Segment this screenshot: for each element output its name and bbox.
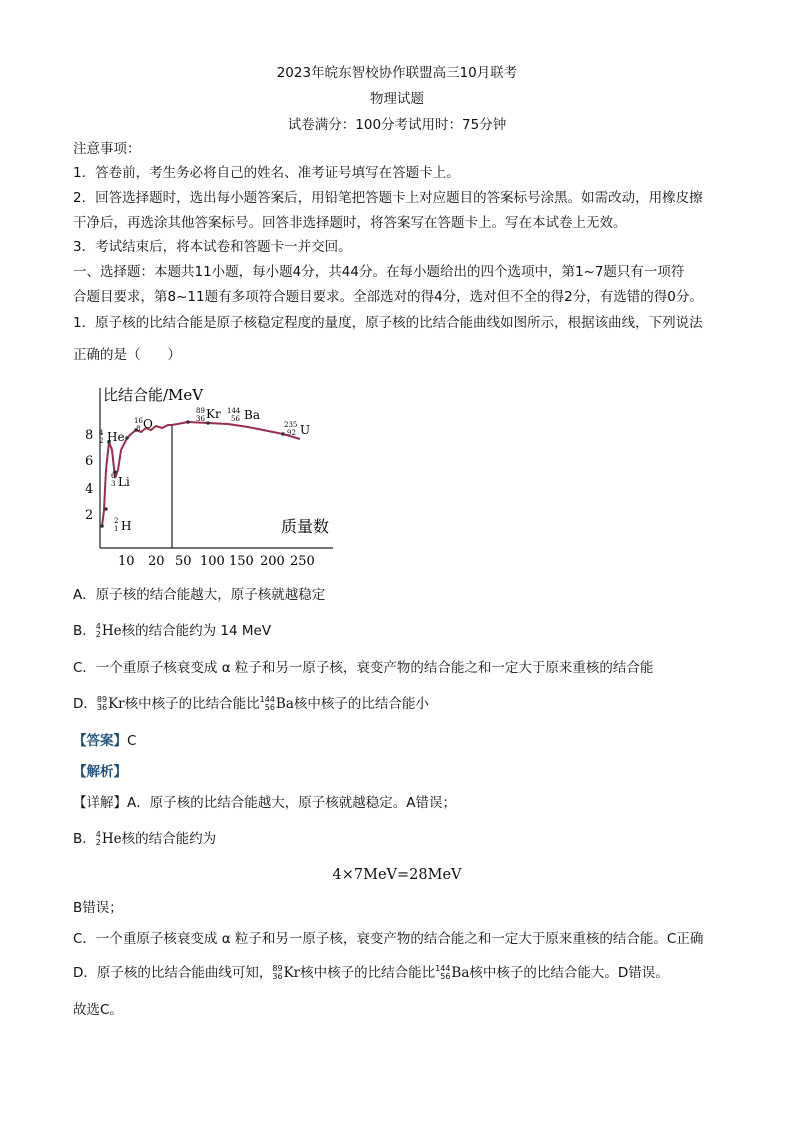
y-tick-8: 8	[85, 428, 94, 443]
binding-energy-curve	[102, 422, 300, 526]
notice-item-2b: 干净后，再选涂其他答案标号。回答非选择题时，将答案写在答题卡上。写在本试卷上无效。	[73, 215, 627, 231]
section1-line2: 合题目要求，第8~11题有多项符合题目要求。全部选对的得4分，选对但不全的得2分，有选错的得0分。	[73, 289, 703, 305]
y-axis-label: 比结合能/MeV	[103, 386, 204, 404]
ba-nuclide-notation: 144 56	[259, 695, 275, 712]
he-nuclide-notation-2: 4 2	[95, 830, 101, 847]
x-tick-10: 10	[118, 554, 135, 569]
label-he-z: 2	[99, 437, 104, 445]
label-li-sym: Li	[118, 475, 130, 489]
label-o-mass: 16	[134, 417, 143, 425]
label-li-z: 3	[111, 480, 116, 488]
label-kr-mass: 89	[196, 407, 205, 415]
answer-line: 【答案】C	[73, 733, 137, 749]
marker-kr	[186, 420, 190, 424]
kr-nuclide-notation-2: 89 36	[272, 964, 283, 981]
question1-stem-line1: 1．原子核的比结合能是原子核稳定程度的量度，原子核的比结合能曲线如图所示，根据该曲线，下列说法	[73, 315, 703, 331]
b-wrong: B错误；	[73, 900, 123, 916]
label-u-sym: U	[300, 423, 311, 437]
label-kr-z: 36	[196, 415, 205, 423]
subject-title: 物理试题	[370, 91, 424, 107]
marker-u	[281, 432, 285, 436]
question1-stem-line2: 正确的是（ ）	[73, 347, 181, 363]
label-o-sym: O	[143, 417, 153, 431]
x-tick-150: 150	[229, 554, 254, 569]
y-tick-2: 2	[85, 508, 94, 523]
x-tick-20: 20	[148, 554, 165, 569]
label-h-mass: 2	[114, 517, 119, 525]
marker-h3	[104, 507, 108, 511]
option-c: C．一个重原子核衰变成 α 粒子和另一原子核，衰变产物的结合能之和一定大于原来重核的结合能	[73, 660, 654, 676]
notice-item-1: 1．答卷前，考生务必将自己的姓名、准考证号填写在答题卡上。	[73, 165, 460, 181]
x-tick-250: 250	[290, 554, 315, 569]
exam-info: 试卷满分：100分考试用时：75分钟	[287, 117, 507, 133]
notice-heading: 注意事项：	[73, 141, 141, 157]
equation: 4×7MeV=28MeV	[332, 867, 462, 883]
label-li-mass: 6	[111, 472, 116, 480]
label-u-mass: 235	[284, 421, 298, 429]
section1-line1: 一、选择题：本题共11小题，每小题4分，共44分。在每小题给出的四个选项中，第1~7题只有一项符	[73, 264, 685, 280]
binding-energy-figure	[78, 378, 348, 570]
he-nuclide-notation: 4 2	[95, 622, 101, 639]
detail-d: D．原子核的比结合能曲线可知， 89 36 Kr核中核子的比结合能比 144 56 Ba核中核子的比结合能大。D错误。	[73, 964, 669, 981]
x-tick-100: 100	[200, 554, 225, 569]
detail-b: B． 4 2 He核的结合能约为	[73, 830, 217, 847]
answer-value: C	[127, 733, 137, 749]
y-tick-6: 6	[85, 454, 94, 469]
x-tick-200: 200	[260, 554, 285, 569]
analysis-heading: 【解析】	[73, 764, 127, 780]
y-tick-4: 4	[85, 482, 94, 497]
marker-c12	[125, 436, 129, 440]
option-b: B． 4 2 He核的结合能约为 14 MeV	[73, 622, 272, 639]
notice-item-3: 3．考试结束后，将本试卷和答题卡一并交回。	[73, 239, 352, 255]
option-a: A．原子核的结合能越大，原子核就越稳定	[73, 587, 326, 603]
marker-h2	[100, 524, 104, 528]
label-kr-sym: Kr	[206, 407, 221, 421]
label-h-sym: H	[121, 519, 132, 533]
label-ba-z: 56	[231, 415, 240, 423]
label-h-z: 1	[114, 525, 119, 533]
detail-c: C．一个重原子核衰变成 α 粒子和另一原子核，衰变产物的结合能之和一定大于原来重核的结合能。C正确	[73, 931, 704, 947]
detail-a: 【详解】A．原子核的比结合能越大，原子核就越稳定。A错误；	[73, 795, 456, 811]
kr-nuclide-notation: 89 36	[96, 695, 108, 712]
conclusion: 故选C。	[73, 1002, 123, 1018]
label-he-sym: He	[107, 430, 125, 444]
x-tick-50: 50	[175, 554, 192, 569]
notice-item-2a: 2．回答选择题时，选出每小题答案后，用铅笔把答题卡上对应题目的答案标号涂黑。如需改动，用橡皮擦	[73, 190, 703, 206]
label-he-mass: 4	[99, 429, 104, 437]
label-o-z: 8	[136, 425, 141, 433]
x-axis-label: 质量数	[281, 517, 330, 536]
ba-nuclide-notation-2: 144 56	[435, 964, 451, 981]
label-ba-sym: Ba	[244, 408, 260, 422]
exam-title: 2023年皖东智校协作联盟高三10月联考	[276, 65, 518, 81]
marker-ba	[206, 421, 210, 425]
label-ba-mass: 144	[227, 407, 241, 415]
option-d: D． 89 36 Kr核中核子的比结合能比 144 56 Ba核中核子的比结合能小	[73, 695, 429, 712]
label-u-z: 92	[287, 429, 296, 437]
